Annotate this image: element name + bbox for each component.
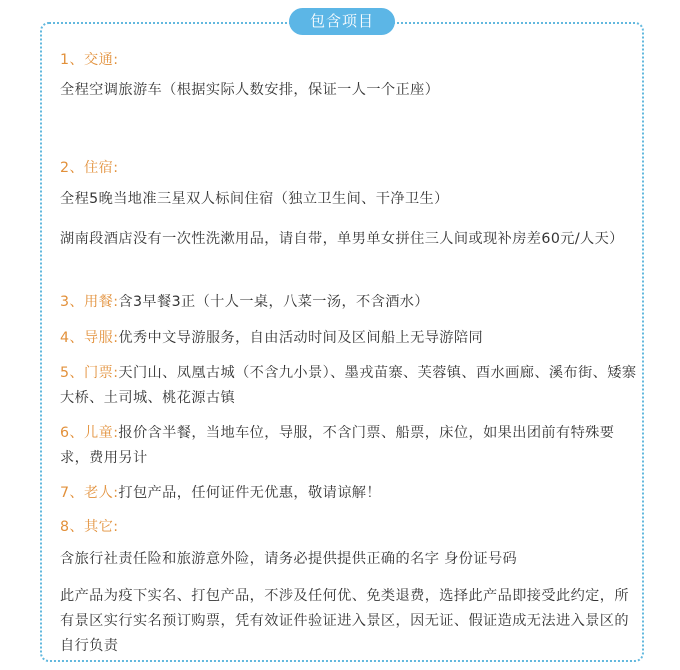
children-item <box>60 421 640 471</box>
transport-text: 全程空调旅游车（根据实际人数安排，保证一人一个正座） <box>60 82 440 98</box>
tickets-text: 天门山、凤凰古城（不含九小景）、墨戎苗寨、芙蓉镇、酉水画廊、溪布街、矮寨大桥、土司城、桃花源古镇 <box>60 365 637 406</box>
seniors-text: 打包产品，任何证件无优惠，敬请谅解！ <box>118 485 381 501</box>
seniors-item <box>60 482 640 505</box>
meals-item <box>60 291 640 314</box>
tickets-label: 5、门票: <box>60 365 119 381</box>
transport-heading: 1、交通: <box>60 52 119 68</box>
guide-item <box>60 327 640 350</box>
children-label: 6、儿童: <box>60 425 119 441</box>
meals-label: 3、用餐: <box>60 294 119 310</box>
lodging-heading: 2、住宿: <box>60 160 119 176</box>
seniors-label: 7、老人: <box>60 485 119 501</box>
meals-text: 含3早餐3正（十人一桌，八菜一汤，不含酒水） <box>118 294 429 310</box>
tickets-item <box>60 361 640 411</box>
lodging-text-1: 全程5晚当地准三星双人标间住宿（独立卫生间、干净卫生） <box>60 191 449 207</box>
lodging-text-2: 湖南段酒店没有一次性洗漱用品，请自带，单男单女拼住三人间或现补房差60元/人天） <box>60 231 624 247</box>
children-text: 报价含半餐，当地车位，导服，不含门票、船票，床位，如果出团前有特殊要求，费用另计 <box>60 425 615 466</box>
guide-text: 优秀中文导游服务，自由活动时间及区间船上无导游陪同 <box>118 330 484 346</box>
other-text-1: 含旅行社责任险和旅游意外险，请务必提供提供正确的名字 身份证号码 <box>60 551 518 567</box>
other-heading: 8、其它: <box>60 519 119 535</box>
section-title-badge: 包含项目 <box>289 8 395 35</box>
guide-label: 4、导服: <box>60 330 119 346</box>
other-text-2: 此产品为疫下实名、打包产品，不涉及任何优、免类退费，选择此产品即接受此约定，所有景区实行实名预订购票，凭有效证件验证进入景区，因无证、假证造成无法进入景区的自行负责 <box>60 588 629 654</box>
